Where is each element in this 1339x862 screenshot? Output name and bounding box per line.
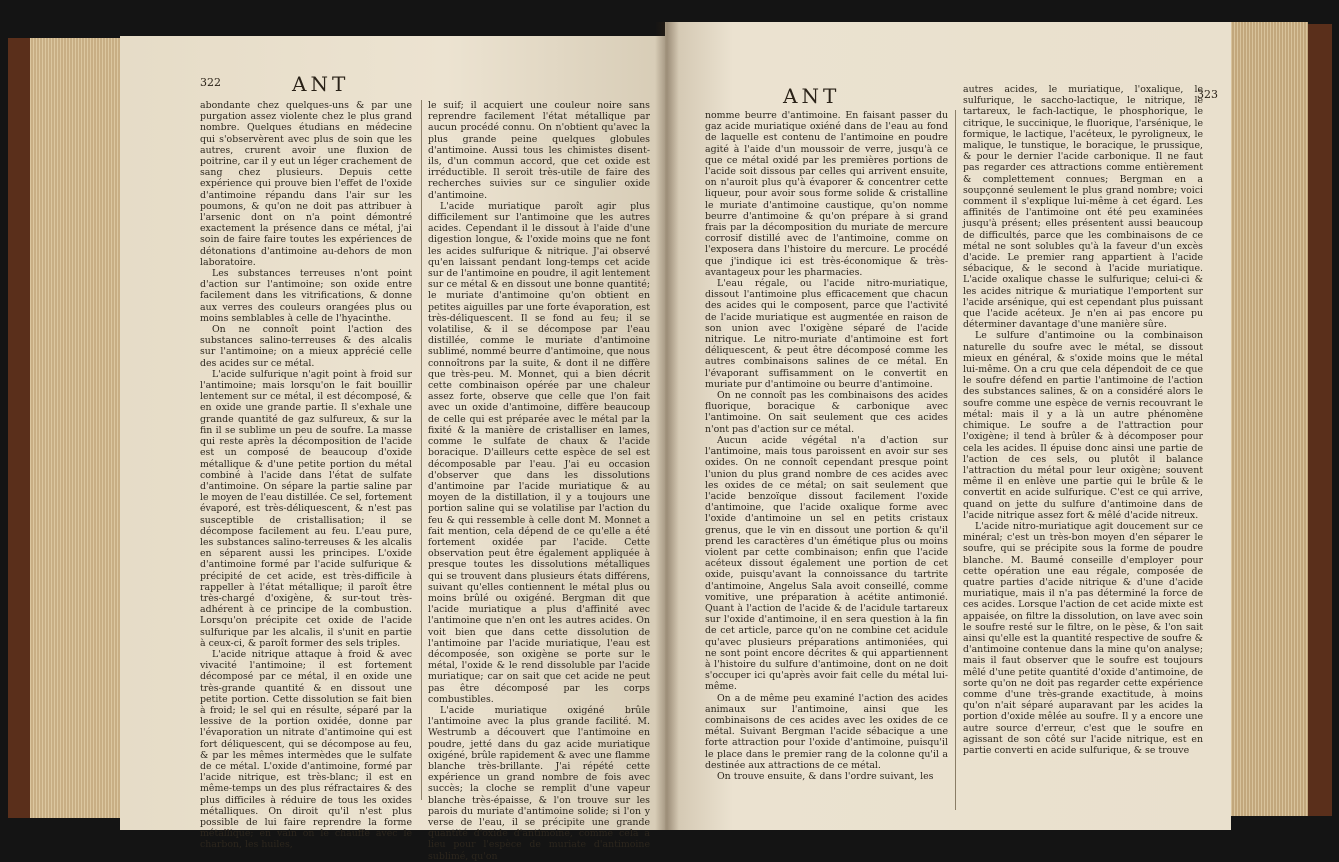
paragraph: L'eau régale, ou l'acide nitro-muriatique, dissout l'antimoine plus efficacement que chacun des acides qui le composent, parce que l'activité de l'acide muriatique est augmentée en raison de son union avec l'oxigène séparé de l'acide nitrique. Le nitro-muriate d'antimoine est fort déliquescent, & peut être décomposé comme les autres combinaisons salines de ce métal. En l'évaporant suffisamment on le convertit en muriate pur d'antimoine ou beurre d'antimoine. [705,278,948,390]
paragraph: On ne connoît point l'action des substances salino-terreuses & des alcalis sur l'antimoine; on a mieux apprécié celle des acides sur ce métal. [200,324,412,369]
paragraph: abondante chez quelques-uns & par une purgation assez violente chez le plus grand nombre. Quelques étudians en médecine qui s'observèrent avec plus de soin que les autres, crurent avoir une fluxion de poitrine, car il y eut un léger crachement de sang chez plusieurs. Depuis cette expérience qui prouve bien l'effet de l'oxide d'antimoine répandu dans l'air sur les poumons, & qu'on ne doit pas attribuer à l'arsenic dont on n'a point démontré exactement la présence dans ce métal, j'ai soin de faire faire toutes les expériences de détonations d'antimoine au-dehors de mon laboratoire. [200,100,412,268]
paragraph: L'acide nitro-muriatique agit doucement sur ce minéral; c'est un très-bon moyen d'en séparer le soufre, qui se précipite sous la forme de poudre blanche. M. Baumé conseille d'employer pour cette opération une eau régale, composée de quatre parties d'acide nitrique & d'une d'acide muriatique, mais il n'a pas déterminé la force de ces acides. Lorsque l'action de cet acide mixte est appaisée, on filtre la dissolution, on lave avec soin le soufre resté sur le filtre, on le pèse, & l'on sait ainsi qu'elle est la quantité respective de soufre & d'antimoine contenue dans la mine qu'on analyse; mais il faut observer que le soufre est toujours mêlé d'une petite quantité d'oxide d'antimoine, de sorte qu'on ne doit pas regarder cette expérience comme d'une très-grande exactitude, à moins qu'on n'ait séparé auparavant par les acides la portion d'oxide mêlée au soufre. Il y a encore une autre source d'erreur, c'est que le soufre en agissant de son côté sur l'acide nitrique, est en partie converti en acide sulfurique, & se trouve [963,520,1203,756]
text-column-2 [428,100,650,862]
left-page [120,36,665,862]
text-column-1 [705,110,948,818]
column-rule [421,100,422,800]
running-head: ANT [292,72,350,96]
paragraph: Aucun acide végétal n'a d'action sur l'antimoine, mais tous paroissent en avoir sur ses oxides. On ne connoît cependant presque point l'union du plus grand nombre de ces acides avec les oxides de ce métal; on sait seulement que l'acide benzoïque dissout facilement l'oxide d'antimoine, que l'acide oxalique forme avec l'oxide d'antimoine un sel en petits cristaux grenus, que le vin en dissout une portion & qu'il prend les caractères d'un émétique plus ou moins violent par cette combinaison; enfin que l'acide acéteux dissout également une portion de cet oxide, puisqu'avant la connoissance du tartrite d'antimoine, Angelus Sala avoit conseillé, comme vomitive, une préparation à acétite antimonié. Quant à l'action de l'acide & de l'acidule tartareux sur l'oxide d'antimoine, il en sera question à la fin de cet article, parce qu'on ne combine cet acidule qu'avec plusieurs préparations antimoniées, qui ne sont point encore décrites & qui appartiennent à l'histoire du sulfure d'antimoine, dont on ne doit s'occuper ici qu'après avoir fait celle du métal lui-même. [705,434,948,693]
paragraph: L'acide nitrique attaque à froid & avec vivacité l'antimoine; il est fortement décomposé par ce métal, il en oxide une très-grande quantité & en dissout une petite portion. Cette dissolution se fait bien à froid; le sel qui en résulte, séparé par la lessive de la portion oxidée, donne par l'évaporation un nitrate d'antimoine qui est fort déliquescent, qui se décompose au feu, & par les mêmes intermèdes que le sulfate de ce métal. L'oxide d'antimoine, formé par l'acide nitrique, est très-blanc; il est en même-temps un des plus réfractaires & des plus difficiles à réduire de tous les oxides métalliques. On diroit qu'il n'est plus possible de lui faire reprendre la forme métallique; en vain on le chauffe avec le charbon, les huiles, [200,648,412,851]
column-rule [955,110,956,810]
paragraph: On trouve ensuite, & dans l'ordre suivant, les [717,770,934,782]
running-head: ANT [783,84,841,108]
paragraph: le suif; il acquiert une couleur noire sans reprendre facilement l'état métallique par aucun procédé connu. On n'obtient qu'avec la plus grande peine quelques globules d'antimoine. Aussi tous les chimistes disent-ils, d'un commun accord, que cet oxide est irréductible. Il seroit très-utile de faire des recherches suivies sur ce singulier oxide d'antimoine. [428,100,650,201]
book-cover-right [1306,24,1332,816]
page-number: 323 [1197,88,1218,101]
text-column-2 [963,84,1203,818]
book-cover-left [8,38,32,818]
paragraph: Les substances terreuses n'ont point d'action sur l'antimoine; son oxide entre facilement dans les vitrifications, & donne aux verres des couleurs orangées plus ou moins semblables à celle de l'hyacinthe. [200,268,412,324]
paragraph: autres acides, le muriatique, l'oxalique, le sulfurique, le saccho-lactique, le nitrique, le tartareux, le fach-lactique, le phosphorique, le citrique, le succinique, le fluorique, l'arsénique, le formique, le lactique, l'acéteux, le pyroligneux, le malique, le tunstique, le boracique, le prussique, & pour le dernier l'acide carbonique. Il ne faut pas regarder ces attractions comme entièrement & complettement connues; Bergman en a soupçonné seulement le plus grand nombre; voici comment il s'explique lui-même à cet égard. Les affinités de l'antimoine ont été peu examinées jusqu'à présent; elles présentent aussi beaucoup de difficultés, parce que les combinaisons de ce métal ne sont solubles qu'à la faveur d'un excès d'acide. Le premier rang appartient à l'acide sébacique, & le second à l'acide muriatique. L'acide oxalique chasse le sulfurique; celui-ci & les acides nitrique & muriatique l'emportent sur l'acide arsénique, qui est cependant plus puissant que l'acide acéteux. Je n'en ai pas encore pu déterminer davantage d'une manière sûre. [963,84,1203,331]
page-number: 322 [200,76,221,89]
right-page [665,22,1231,830]
paragraph: On a de même peu examiné l'action des acides animaux sur l'antimoine, ainsi que les combinaisons de ces acides avec les oxides de ce métal. Suivant Bergman l'acide sébacique a une forte attraction pour l'oxide d'antimoine, puisqu'il le place dans le premier rang de la colonne qu'il a destinée aux attractions de ce métal. [705,692,948,771]
page-edges-left [30,38,122,818]
book-gutter [655,22,679,830]
paragraph: On ne connoît pas les combinaisons des acides fluorique, boracique & carbonique avec l'antimoine. On sait seulement que ces acides n'ont pas d'action sur ce métal. [705,390,948,435]
paragraph: L'acide sulfurique n'agit point à froid sur l'antimoine; mais lorsqu'on le fait bouillir lentement sur ce métal, il est décomposé, & en oxide une grande partie. Il s'exhale une grande quantité de gaz sulfureux, & sur la fin il se sublime un peu de soufre. La masse qui reste après la décomposition de l'acide est un composé de beaucoup d'oxide métallique & d'une petite portion du métal combiné à l'acide dans l'état de sulfate d'antimoine. On sépare la partie saline par le moyen de l'eau distillée. Ce sel, fortement évaporé, est très-déliquescent, & n'est pas susceptible de cristallisation; il se décompose facilement au feu. L'eau pure, les substances salino-terreuses & les alcalis en séparent aussi les principes. L'oxide d'antimoine formé par l'acide sulfurique & précipité de cet acide, est très-difficile à rappeller à l'état métallique; il paroît être très-chargé d'oxigène, & sur-tout très-adhérent à ce principe de la combustion. Lorsqu'on précipite cet oxide de l'acide sulfurique par les alcalis, il s'unit en partie à ceux-ci, & paroît former des sels triples. [200,368,412,649]
paragraph: Le sulfure d'antimoine ou la combinaison naturelle du soufre avec le métal, se dissout mieux en général, & s'oxide moins que le métal lui-même. On a cru que cela dépendoit de ce que le soufre défend en partie l'antimoine de l'action des substances salines, & on a considéré alors le soufre comme une espèce de vernis recouvrant le métal: mais il y a là un autre phénomène chimique. Le soufre a de l'attraction pour l'oxigène; il tend à brûler & à décomposer pour cela les acides. Il épuise donc ainsi une partie de l'action de ces sels, ou plutôt il balance l'attraction du métal pour leur oxigène; souvent même il en enlève une partie qui le brûle & le convertit en acide sulfurique. C'est ce qui arrive, quand on jette du sulfure d'antimoine dans de l'acide nitrique assez fort & mêlé d'acide nitreux. [963,330,1203,521]
paragraph: nomme beurre d'antimoine. En faisant passer du gaz acide muriatique oxiéné dans de l'eau au fond de laquelle est contenu de l'antimoine en poudre agité à l'aide d'un moussoir de verre, jusqu'à ce que ce métal oxidé par les premières portions de l'acide soit dissous par celles qui arrivent ensuite, on n'auroit plus qu'à évaporer & concentrer cette liqueur, pour avoir sous forme solide & cristalline le muriate d'antimoine caustique, qu'on nomme beurre d'antimoine & qu'on prépare à si grand frais par la décomposition du muriate de mercure corrosif distillé avec de l'antimoine, comme on l'exposera dans l'histoire du mercure. Le procédé que j'indique ici est très-économique & très-avantageux pour les pharmacies. [705,110,948,278]
text-column-1 [200,100,412,851]
paragraph: L'acide muriatique paroît agir plus difficilement sur l'antimoine que les autres acides. Cependant il le dissout à l'aide d'une digestion longue, & l'oxide moins que ne font les acides sulfurique & nitrique. J'ai observé qu'en laissant pendant long-temps cet acide sur de l'antimoine en poudre, il agit lentement sur ce métal & en dissout une bonne quantité; le muriate d'antimoine qu'on obtient en petites aiguilles par une forte évaporation, est très-déliquescent. Il se fond au feu; il se volatilise, & il se décompose par l'eau distillée, comme le muriate d'antimoine sublimé, nommé beurre d'antimoine, que nous connoîtrons par la suite, & dont il ne diffère que très-peu. M. Monnet, qui a bien décrit cette combinaison opérée par une chaleur assez forte, observe que celle que l'on fait avec un oxide d'antimoine, diffère beaucoup de celle qui est préparée avec le métal par la fixité & la manière de cristalliser en lames, comme le sulfate de chaux & l'acide boracique. D'ailleurs cette espèce de sel est décomposable par l'eau. J'ai eu occasion d'observer que dans les dissolutions d'antimoine par l'acide muriatique & au moyen de la distillation, il y a toujours une portion saline qui se volatilise par l'action du feu & qui ressemble à celle dont M. Monnet a fait mention, cela dépend de ce qu'elle a été fortement oxidée par l'acide. Cette observation peut être également appliquée à presque toutes les dissolutions métalliques qui se trouvent dans plusieurs états différens, suivant qu'elles contiennent le métal plus ou moins brûlé ou oxigéné. Bergman dit que l'acide muriatique a plus d'affinité avec l'antimoine que n'en ont les autres acides. On voit bien que dans cette dissolution de l'antimoine par l'acide muriatique, l'eau est décomposée, son oxigène se porte sur le métal, l'oxide & le rend dissoluble par l'acide muriatique; car on sait que cet acide ne peut pas être décomposé par les corps combustibles. [428,200,650,705]
paragraph: L'acide muriatique oxigéné brûle l'antimoine avec la plus grande facilité. M. Westrumb a découvert que l'antimoine en poudre, jetté dans du gaz acide muriatique oxigéné, brûle rapidement & avec une flamme blanche très-brillante. J'ai répété cette expérience un grand nombre de fois avec succès; la cloche se remplit d'une vapeur blanche très-épaisse, & l'on trouve sur les parois du muriate d'antimoine solide; si l'on y verse de l'eau, il se précipite une grande quantité d'oxide d'antimoine, comme cela a lieu pour l'espèce de muriate d'antimoine sublimé, qu'on [428,704,650,862]
page-edges-right [1228,22,1308,816]
